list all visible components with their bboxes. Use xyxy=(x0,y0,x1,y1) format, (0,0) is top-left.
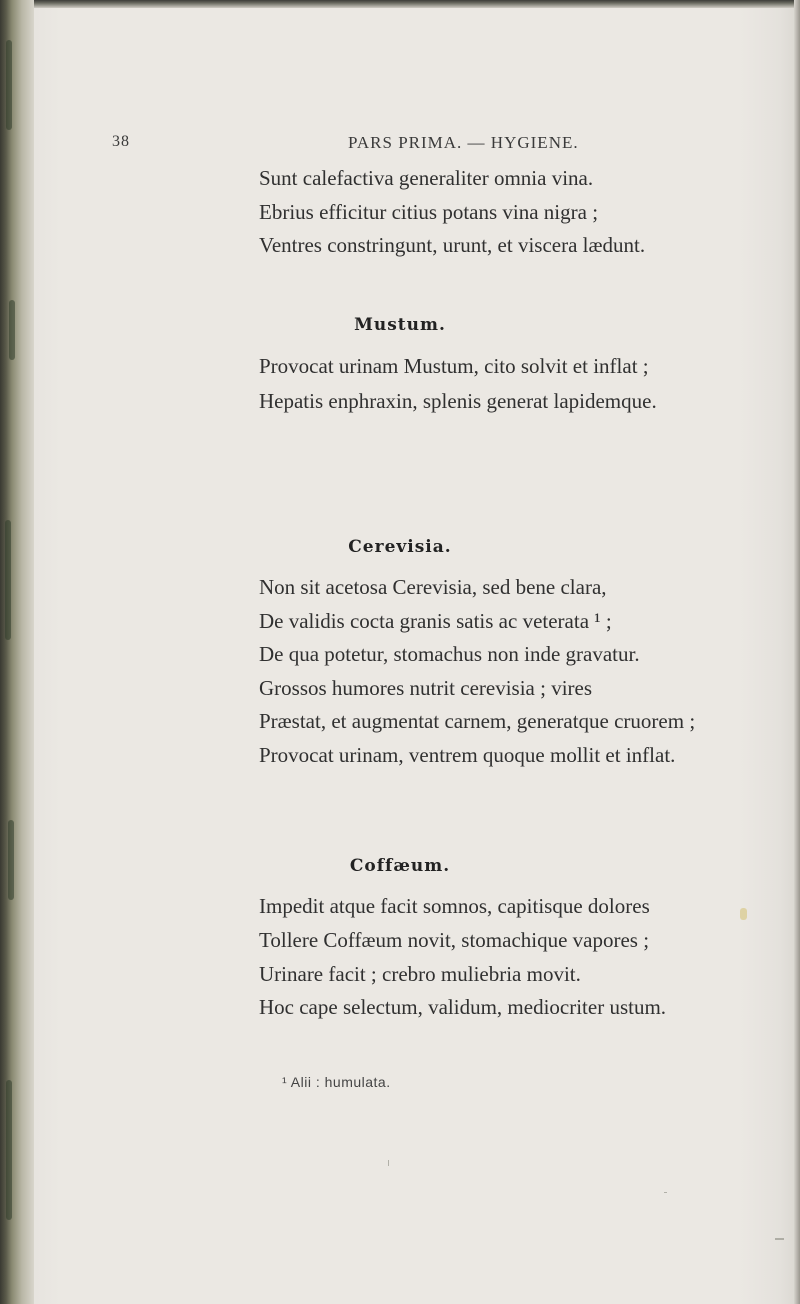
page-number: 38 xyxy=(112,133,130,150)
verse-line: Præstat, et augmentat carnem, generatque cruorem ; xyxy=(259,709,696,733)
verse-line: Urinare facit ; crebro muliebria movit. xyxy=(259,962,581,986)
verse-line: De qua potetur, stomachus non inde gravatur. xyxy=(259,642,640,666)
verse-line: Non sit acetosa Cerevisia, sed bene clara, xyxy=(259,575,607,599)
verse-line: Hepatis enphraxin, splenis generat lapidemque. xyxy=(259,389,657,413)
book-binding xyxy=(0,0,34,1304)
paper-speck xyxy=(775,1238,784,1240)
verse-line: Ventres constringunt, urunt, et viscera lædunt. xyxy=(259,233,646,257)
verse-line: Provocat urinam, ventrem quoque mollit et inflat. xyxy=(259,743,676,767)
section-title: Coffæum. xyxy=(349,856,451,876)
binding-stain xyxy=(6,40,12,130)
page-right-edge xyxy=(794,0,800,1304)
section-title: Mustum. xyxy=(354,315,446,335)
binding-stain xyxy=(6,1080,12,1220)
verse-line: Impedit atque facit somnos, capitisque dolores xyxy=(259,894,650,918)
verse-line: Sunt calefactiva generaliter omnia vina. xyxy=(259,166,594,190)
paper-speck xyxy=(388,1160,389,1166)
footnote: ¹ Alii : humulata. xyxy=(282,1074,391,1090)
verse-line: Ebrius efficitur citius potans vina nigra ; xyxy=(259,200,599,224)
verse-line: Provocat urinam Mustum, cito solvit et inflat ; xyxy=(259,354,649,378)
paper-stain xyxy=(740,908,747,920)
verse-line: Tollere Coffæum novit, stomachique vapores ; xyxy=(259,928,650,952)
verse-line: De validis cocta granis satis ac veterata ¹ ; xyxy=(259,609,612,633)
page-top-edge xyxy=(0,0,800,8)
running-head: PARS PRIMA. — HYGIENE. xyxy=(348,133,579,152)
verse-line: Hoc cape selectum, validum, mediocriter ustum. xyxy=(259,995,667,1019)
paper-speck xyxy=(664,1192,667,1193)
section-title: Cerevisia. xyxy=(348,537,452,557)
page-header xyxy=(0,133,800,163)
verse-line: Grossos humores nutrit cerevisia ; vires xyxy=(259,676,593,700)
